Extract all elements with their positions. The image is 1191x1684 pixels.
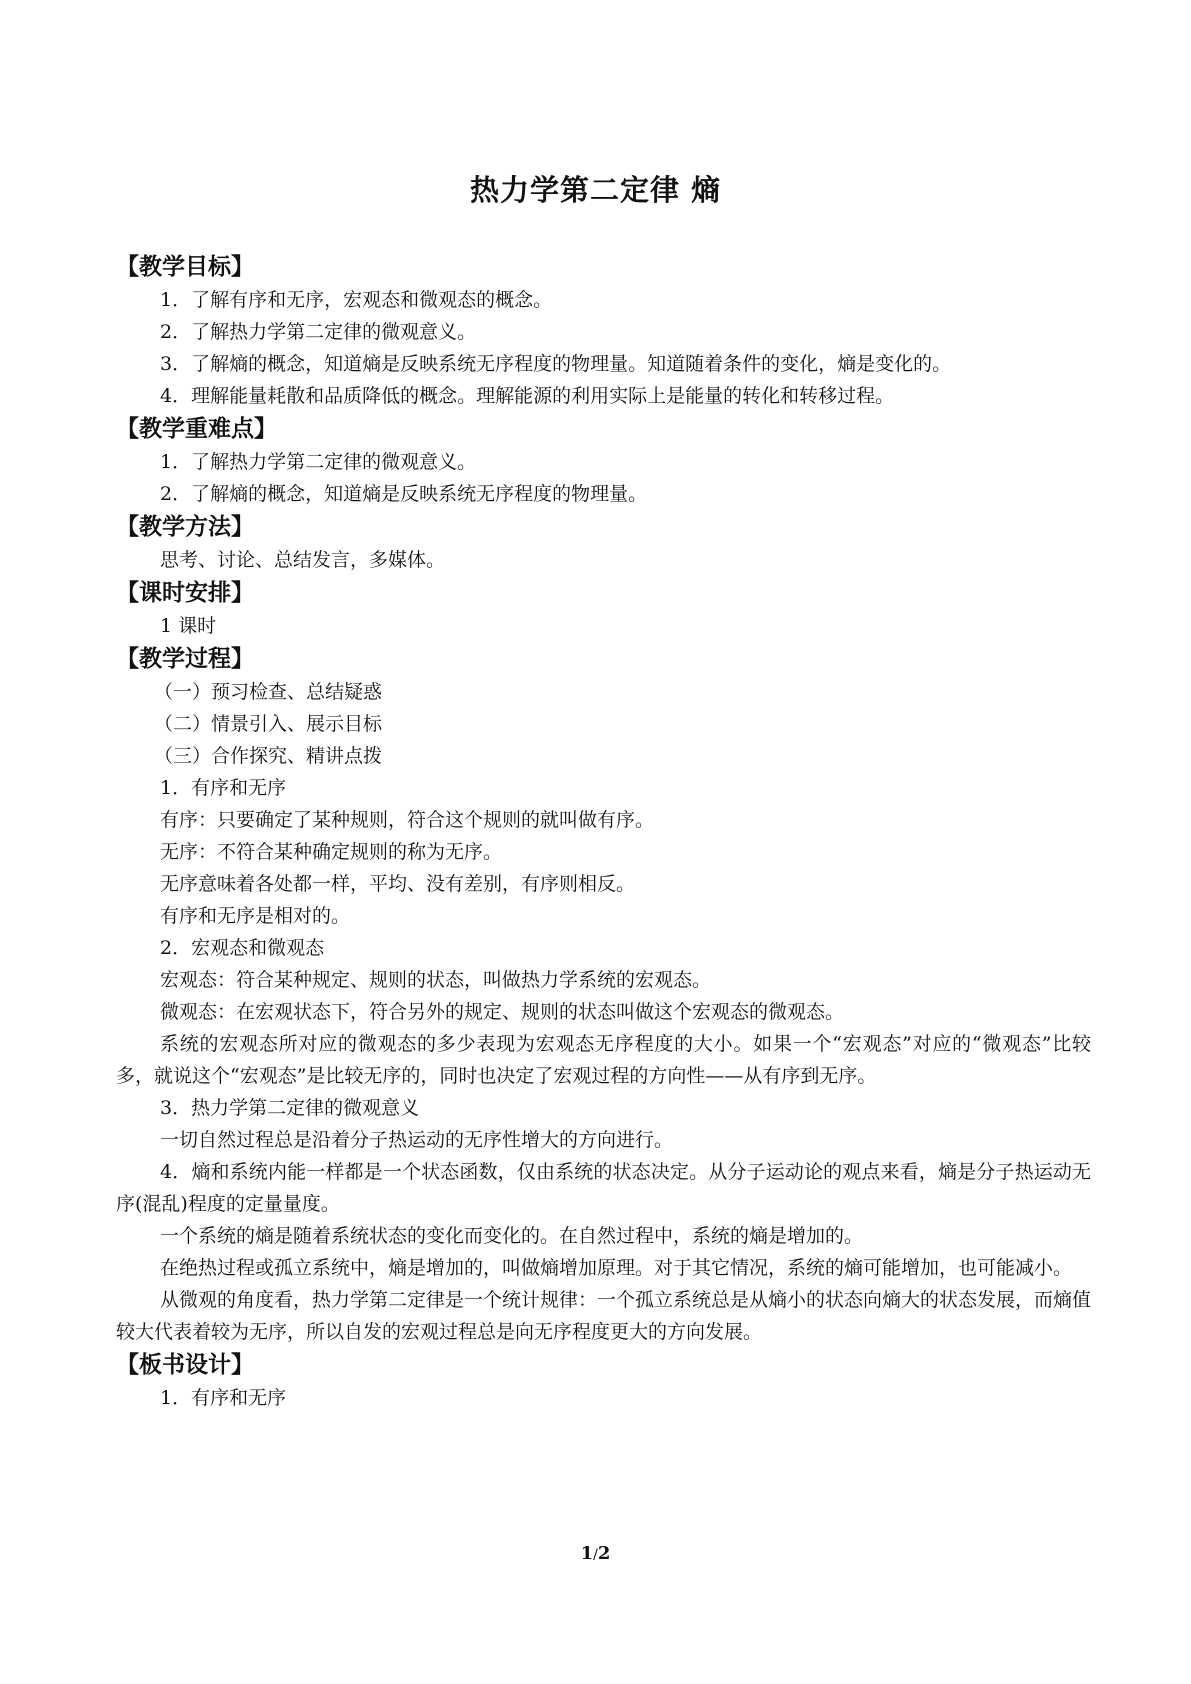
process-line: 有序：只要确定了某种规则，符合这个规则的就叫做有序。 [160, 809, 655, 831]
goal-item: 4．理解能量耗散和品质降低的概念。理解能源的利用实际上是能量的转化和转移过程。 [160, 385, 895, 407]
process-line: 微观态：在宏观状态下，符合另外的规定、规则的状态叫做这个宏观态的微观态。 [160, 1001, 845, 1023]
page-total: 2 [597, 1543, 611, 1564]
process-line: 无序意味着各处都一样，平均、没有差别，有序则相反。 [160, 873, 636, 895]
process-paragraph: 系统的宏观态所对应的微观态的多少表现为宏观态无序程度的大小。如果一个“宏观态”对应的“微观态”比较多，就说这个“宏观态”是比较无序的，同时也决定了宏观过程的方向性——从有序到无序。 [116, 1033, 1091, 1087]
process-line: 一切自然过程总是沿着分子热运动的无序性增大的方向进行。 [160, 1129, 674, 1151]
page-title: 热力学第二定律 熵 [469, 173, 722, 207]
section-heading-schedule: 【课时安排】 [116, 580, 254, 606]
process-paragraph: 在绝热过程或孤立系统中，熵是增加的，叫做熵增加原理。对于其它情况，系统的熵可能增加，也可能减小。 [160, 1257, 1073, 1279]
process-paragraph: 4．熵和系统内能一样都是一个状态函数，仅由系统的状态决定。从分子运动论的观点来看，熵是分子热运动无序(混乱)程度的定量量度。 [116, 1161, 1091, 1215]
process-step: （二）情景引入、展示目标 [154, 713, 383, 735]
section-heading-process: 【教学过程】 [116, 646, 254, 672]
process-subheading: 2．宏观态和微观态 [160, 937, 325, 959]
process-line: 有序和无序是相对的。 [160, 905, 351, 927]
key-point-item: 2．了解熵的概念，知道熵是反映系统无序程度的物理量。 [160, 483, 648, 505]
process-subheading: 3．热力学第二定律的微观意义 [160, 1097, 420, 1119]
process-line: 宏观态：符合某种规定、规则的状态，叫做热力学系统的宏观态。 [160, 969, 712, 991]
process-line: 无序：不符合某种确定规则的称为无序。 [160, 841, 503, 863]
process-step: （一）预习检查、总结疑惑 [154, 681, 383, 703]
process-line: 一个系统的熵是随着系统状态的变化而变化的。在自然过程中，系统的熵是增加的。 [160, 1225, 864, 1247]
document-body [116, 250, 1091, 1414]
goal-item: 1．了解有序和无序，宏观态和微观态的概念。 [160, 289, 553, 311]
process-subheading: 1．有序和无序 [160, 777, 287, 799]
page-separator: / [593, 1547, 598, 1563]
page-number [0, 1543, 1191, 1564]
board-item: 1．有序和无序 [160, 1387, 287, 1409]
page-current: 1 [580, 1543, 594, 1564]
section-heading-key-points: 【教学重难点】 [116, 416, 277, 442]
goal-item: 2．了解热力学第二定律的微观意义。 [160, 321, 477, 343]
section-heading-board: 【板书设计】 [116, 1352, 254, 1378]
schedule-item: 1 课时 [160, 615, 217, 637]
section-heading-goals: 【教学目标】 [116, 254, 254, 280]
method-item: 思考、讨论、总结发言，多媒体。 [160, 549, 446, 571]
process-paragraph: 从微观的角度看，热力学第二定律是一个统计规律：一个孤立系统总是从熵小的状态向熵大的状态发展，而熵值较大代表着较为无序，所以自发的宏观过程总是向无序程度更大的方向发展。 [116, 1289, 1092, 1343]
goal-item: 3．了解熵的概念，知道熵是反映系统无序程度的物理量。知道随着条件的变化，熵是变化的。 [160, 353, 952, 375]
section-heading-methods: 【教学方法】 [116, 514, 254, 540]
process-step: （三）合作探究、精讲点拨 [154, 745, 383, 767]
key-point-item: 1．了解热力学第二定律的微观意义。 [160, 451, 477, 473]
